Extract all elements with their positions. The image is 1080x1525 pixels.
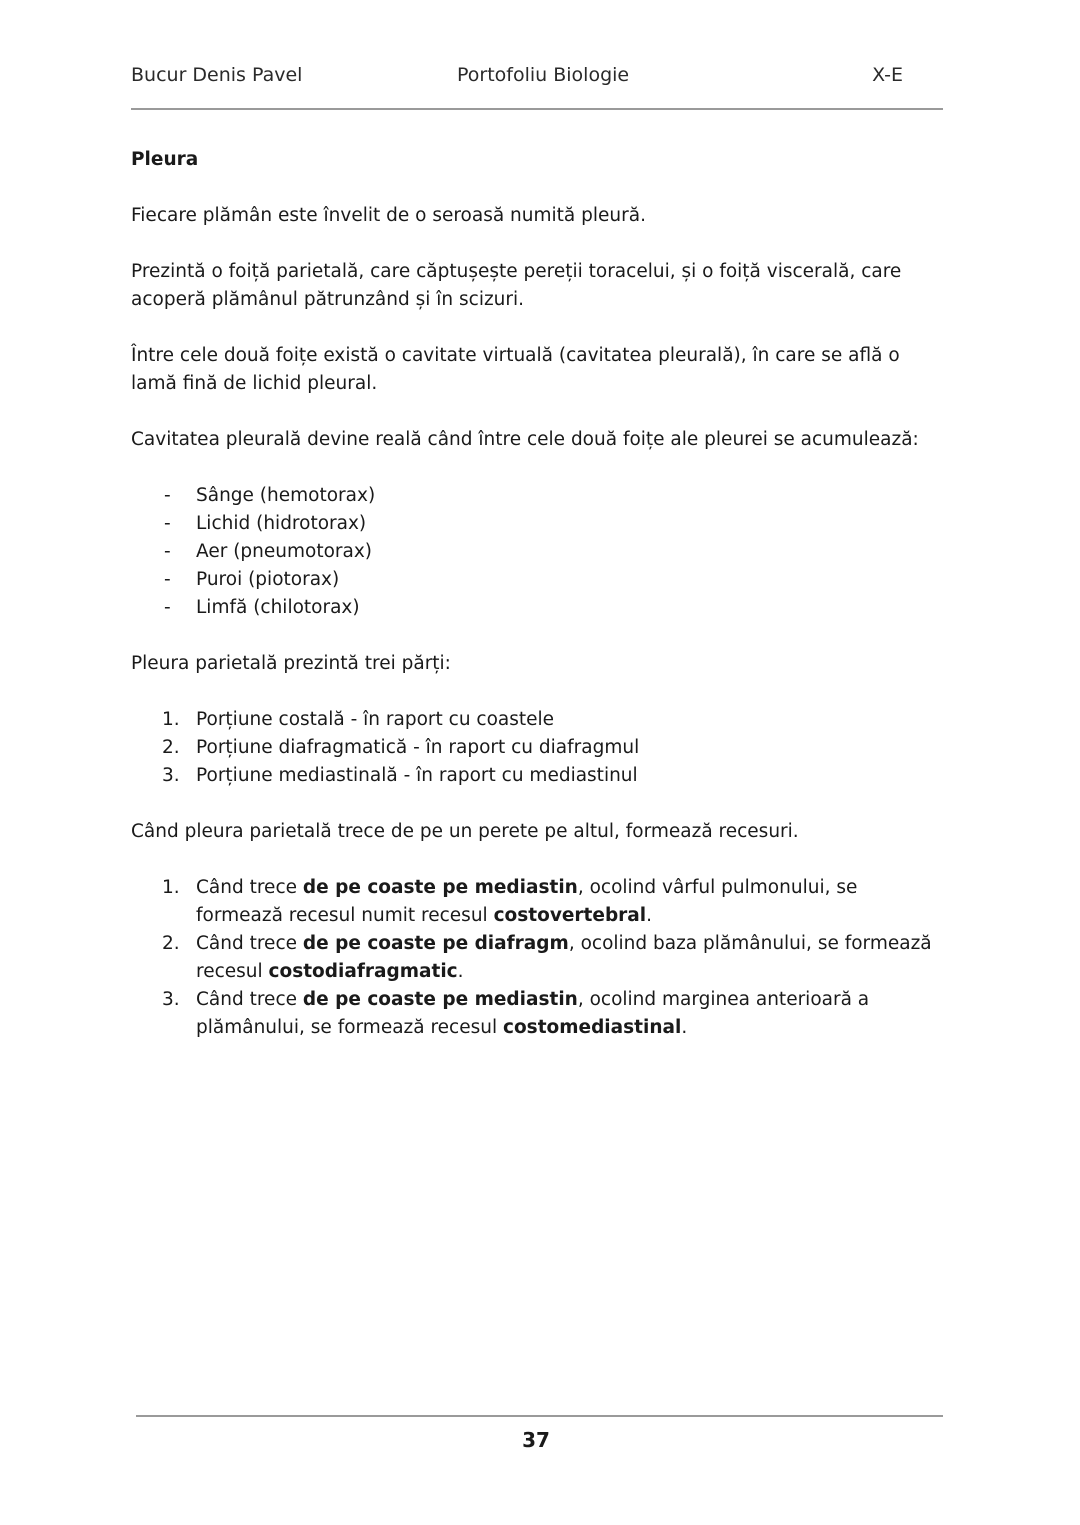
list-item-text: Porțiune costală - în raport cu coastele (196, 709, 555, 730)
text-run: . (646, 905, 653, 926)
list-item (131, 538, 943, 566)
list-item (131, 482, 943, 510)
dash-marker: - (164, 569, 171, 590)
parts-list (131, 706, 943, 790)
list-item (131, 986, 943, 1042)
list-item (131, 762, 943, 790)
list-item-text: Lichid (hidrotorax) (196, 513, 367, 534)
list-item-text: Porțiune diafragmatică - în raport cu diafragmul (196, 737, 640, 758)
text-run: , ocolind vârful pulmonului, se formează recesul numit recesul (196, 877, 858, 926)
list-item-text: Limfă (chilotorax) (196, 597, 360, 618)
text-run: . (681, 1017, 688, 1038)
list-item (131, 510, 943, 538)
page-header (131, 64, 943, 92)
bold-text: costovertebral (493, 905, 647, 926)
dash-marker: - (164, 597, 171, 618)
bold-text: costodiafragmatic (268, 961, 458, 982)
recesses-list (131, 874, 943, 1042)
text-run: Când trece (196, 877, 303, 898)
list-number: 1. (162, 709, 180, 730)
list-item (131, 930, 943, 986)
text-run: , ocolind baza plămânului, se formează recesul (196, 933, 932, 982)
text-run: Când trece (196, 933, 303, 954)
list-item (131, 594, 943, 622)
accumulation-list (131, 482, 943, 622)
text-run: Când trece (196, 989, 303, 1010)
list-number: 2. (162, 933, 180, 954)
page-number: 37 (522, 1428, 550, 1452)
bold-text: de pe coaste pe mediastin (302, 877, 578, 898)
list-number: 3. (162, 765, 180, 786)
page-content (131, 146, 943, 1042)
paragraph: Pleura parietală prezintă trei părți: (131, 653, 451, 674)
bold-text: de pe coaste pe mediastin (302, 989, 578, 1010)
list-number: 3. (162, 989, 180, 1010)
text-run: , ocolind marginea anterioară a plămânului, se formează recesul (196, 989, 870, 1038)
header-title: Portofoliu Biologie (457, 64, 630, 86)
header-author: Bucur Denis Pavel (131, 64, 303, 86)
paragraph: Fiecare plămân este învelit de o seroasă numită pleură. (131, 205, 646, 226)
dash-marker: - (164, 485, 171, 506)
paragraph: Cavitatea pleurală devine reală când între cele două foițe ale pleurei se acumulează: (131, 429, 919, 450)
bold-text: de pe coaste pe diafragm (302, 933, 569, 954)
paragraph: Prezintă o foiță parietală, care căptușește pereții toracelui, și o foiță viscerală, care acoperă plămânul pătrunzând și în scizuri. (131, 261, 902, 310)
list-number: 1. (162, 877, 180, 898)
paragraph: Când pleura parietală trece de pe un perete pe altul, formează recesuri. (131, 821, 799, 842)
dash-marker: - (164, 541, 171, 562)
header-class: X-E (872, 64, 903, 86)
list-item-text: Porțiune mediastinală - în raport cu mediastinul (196, 765, 638, 786)
footer-divider (136, 1415, 943, 1417)
list-item (131, 566, 943, 594)
list-item (131, 734, 943, 762)
list-item-text: Puroi (piotorax) (196, 569, 340, 590)
bold-text: costomediastinal (503, 1017, 682, 1038)
header-divider (131, 108, 943, 110)
paragraph: Între cele două foițe există o cavitate virtuală (cavitatea pleurală), în care se află o lamă fină de lichid pleural. (131, 345, 900, 394)
list-item (131, 706, 943, 734)
list-item-text: Aer (pneumotorax) (196, 541, 373, 562)
list-item-text: Sânge (hemotorax) (196, 485, 376, 506)
text-run: . (457, 961, 464, 982)
dash-marker: - (164, 513, 171, 534)
list-number: 2. (162, 737, 180, 758)
section-title: Pleura (131, 149, 199, 170)
list-item (131, 874, 943, 930)
